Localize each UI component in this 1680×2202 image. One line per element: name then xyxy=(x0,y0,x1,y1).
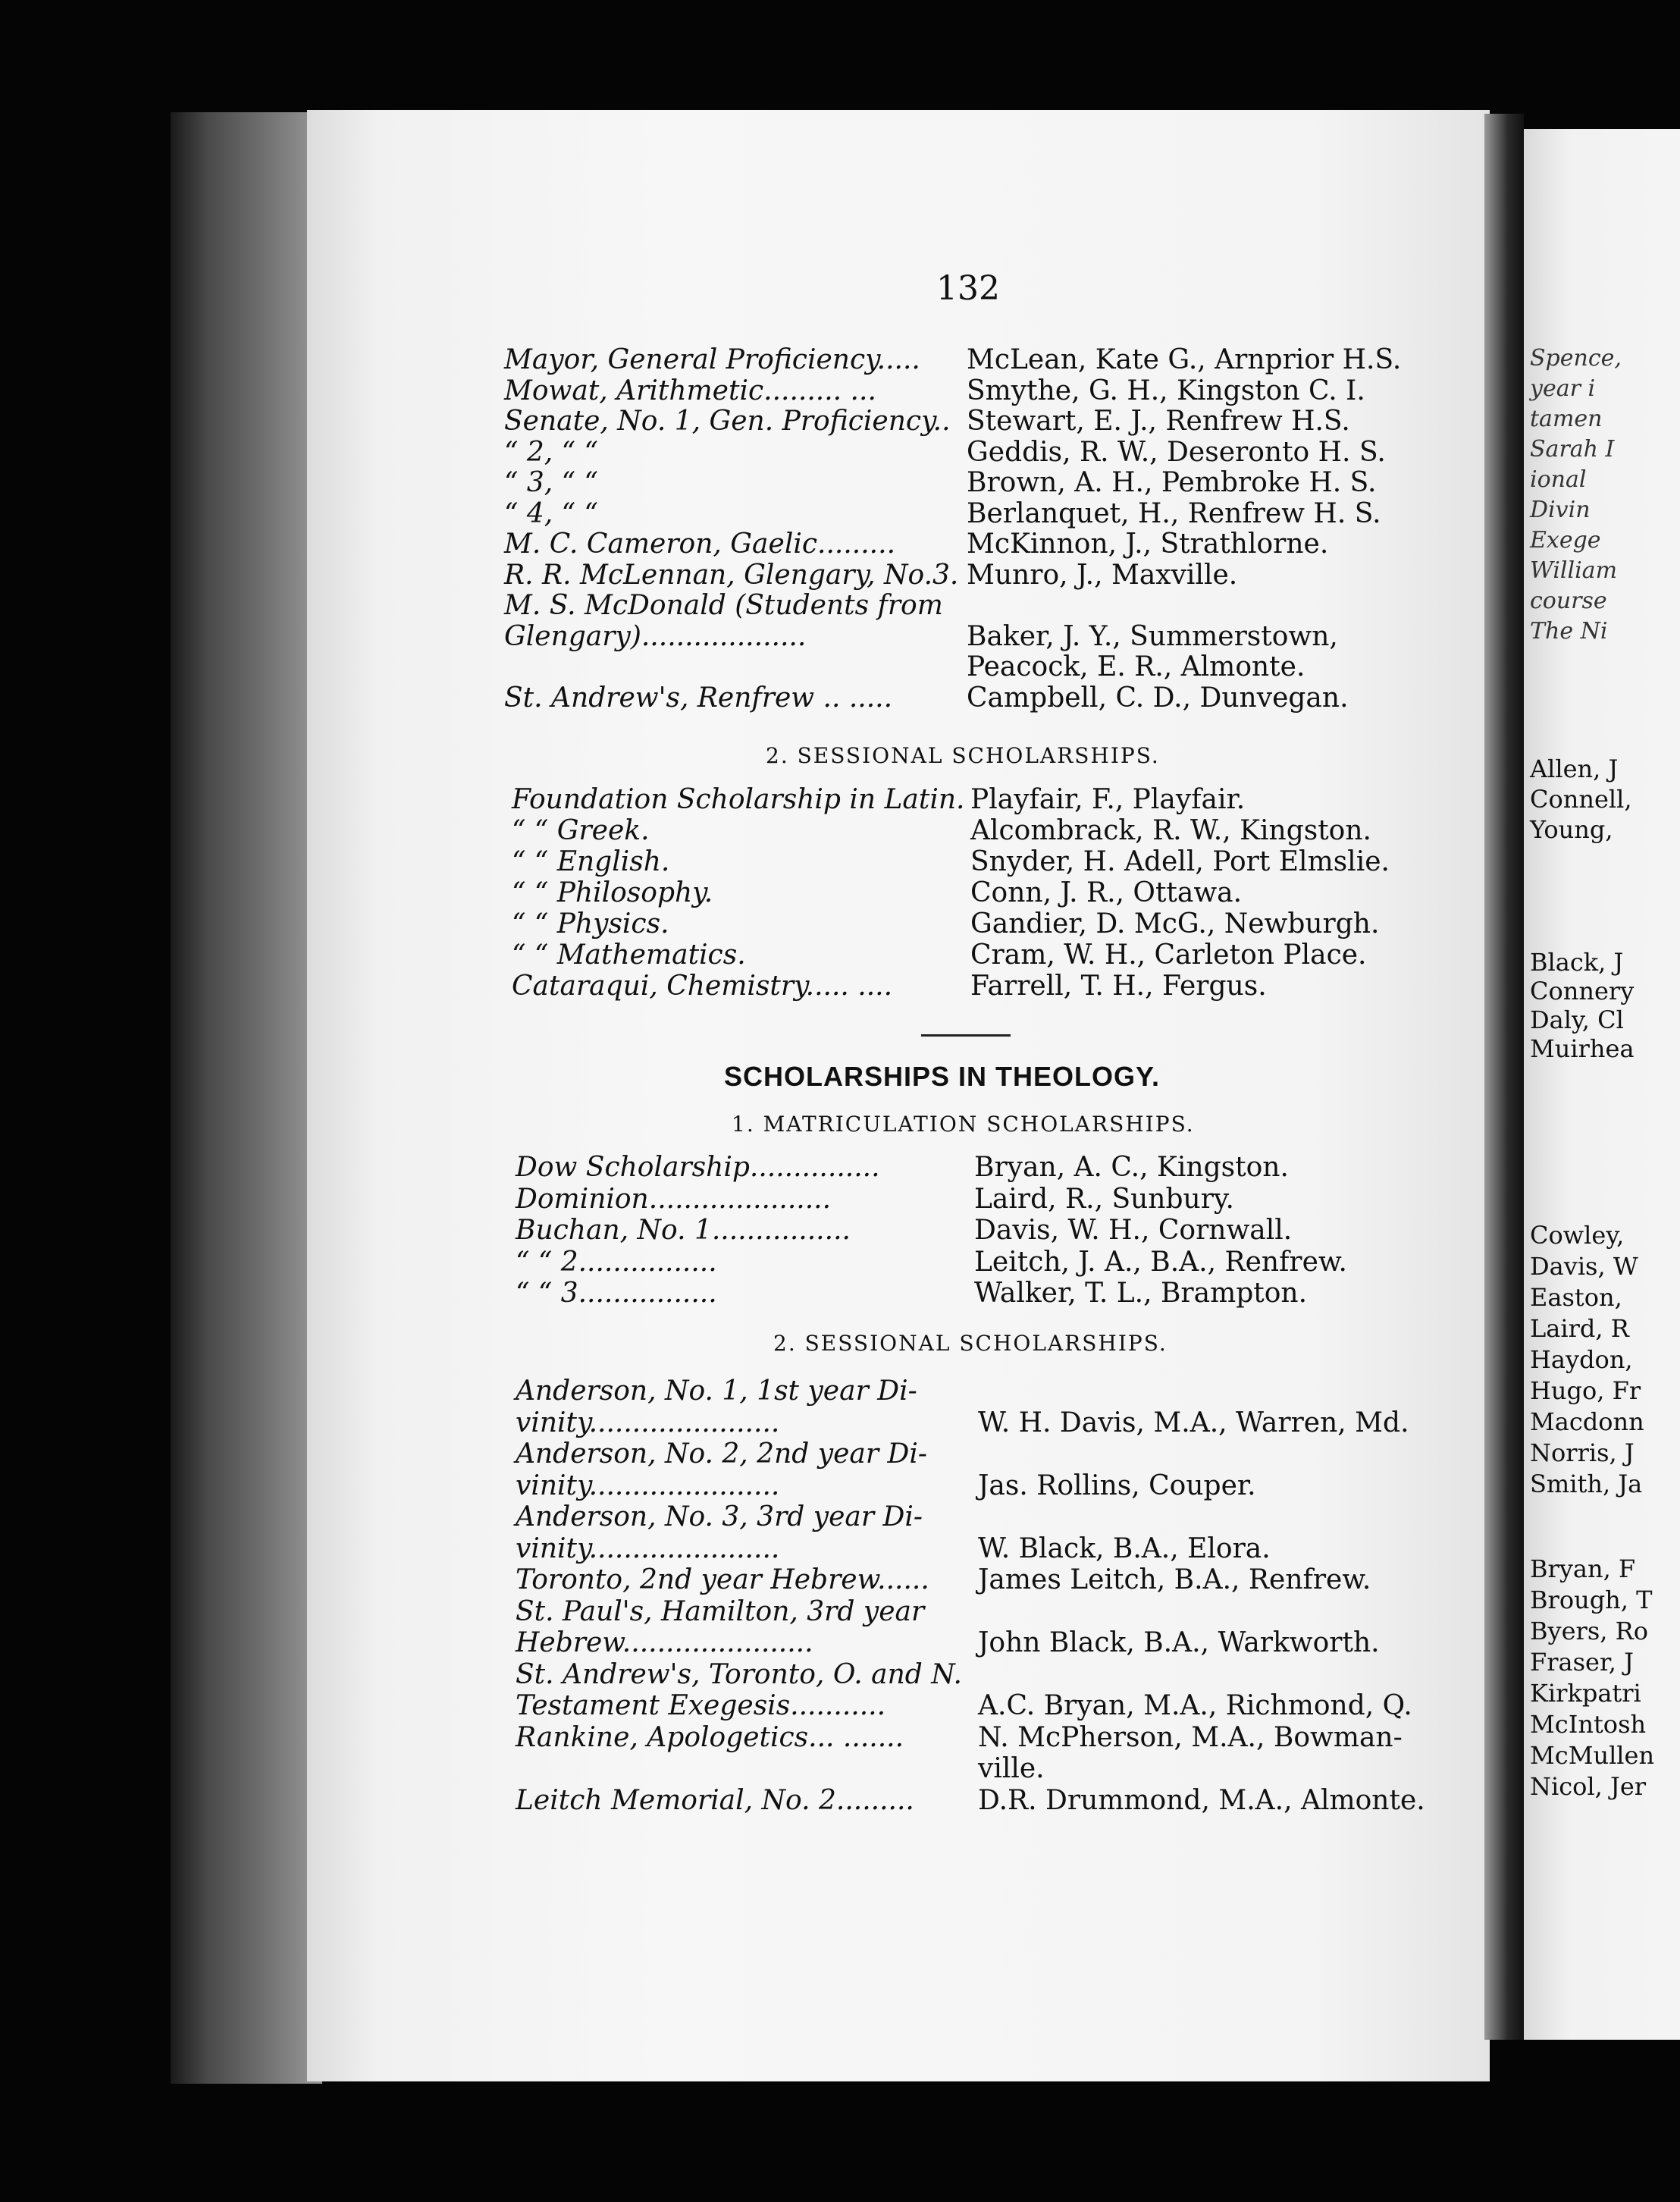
entry-recipient: Playfair, F., Playfair. xyxy=(970,784,1246,815)
entry-recipient: McKinnon, J., Strathlorne. xyxy=(967,529,1329,560)
right-page-text: Norris, J xyxy=(1530,1438,1635,1467)
entry-recipient: Brown, A. H., Pembroke H. S. xyxy=(967,467,1377,498)
right-page-text: Kirkpatri xyxy=(1530,1679,1641,1708)
right-page-text: Exege xyxy=(1530,527,1601,554)
entry-recipient: Snyder, H. Adell, Port Elmslie. xyxy=(970,846,1390,877)
entry-scholarship: Buchan, No. 1................ xyxy=(516,1215,851,1246)
entry-scholarship: “ “ Mathematics. xyxy=(512,939,746,971)
entry-recipient: Peacock, E. R., Almonte. xyxy=(967,651,1305,682)
right-page-text: McMullen xyxy=(1530,1741,1655,1770)
entry-recipient: ville. xyxy=(978,1753,1045,1784)
right-page-text: Divin xyxy=(1530,497,1591,523)
right-page-text: Daly, Cl xyxy=(1530,1005,1624,1034)
entry-scholarship: “ “ 3................ xyxy=(516,1278,717,1309)
entry-scholarship: Rankine, Apologetics... ....... xyxy=(516,1721,904,1753)
entry-scholarship: Mowat, Arithmetic......... ... xyxy=(504,375,876,406)
entry-scholarship: vinity...................... xyxy=(516,1532,780,1564)
entry-recipient: Laird, R., Sunbury. xyxy=(974,1183,1234,1215)
right-page-text: Cowley, xyxy=(1530,1221,1625,1250)
right-page-text: Smith, Ja xyxy=(1530,1470,1643,1498)
entry-scholarship: Senate, No. 1, Gen. Proficiency.. xyxy=(504,406,951,437)
right-page-text: Easton, xyxy=(1530,1283,1622,1312)
right-page-text: Connell, xyxy=(1530,785,1632,814)
entry-scholarship: St. Paul's, Hamilton, 3rd year xyxy=(516,1595,925,1627)
right-page-text: Laird, R xyxy=(1530,1314,1629,1343)
right-page-text: McIntosh xyxy=(1530,1710,1647,1739)
page-number: 132 xyxy=(936,269,1000,308)
entry-scholarship: “ 3, “ “ xyxy=(504,467,598,498)
entry-recipient: Cram, W. H., Carleton Place. xyxy=(970,939,1367,971)
entry-scholarship: Dow Scholarship............... xyxy=(516,1152,880,1183)
entry-recipient: N. McPherson, M.A., Bowman- xyxy=(978,1721,1403,1753)
entry-scholarship: Cataraqui, Chemistry..... .... xyxy=(512,971,893,1002)
entry-scholarship: “ 2, “ “ xyxy=(504,436,598,468)
entry-scholarship: Dominion..................... xyxy=(516,1183,832,1215)
right-page-text: The Ni xyxy=(1530,618,1608,645)
entry-recipient: Jas. Rollins, Couper. xyxy=(978,1470,1256,1501)
right-page-text: Young, xyxy=(1530,815,1613,844)
right-page-text: Black, J xyxy=(1530,948,1624,977)
entry-scholarship: Testament Exegesis........... xyxy=(516,1690,886,1721)
entry-recipient: Campbell, C. D., Dunvegan. xyxy=(967,682,1349,714)
entry-recipient: Leitch, J. A., B.A., Renfrew. xyxy=(974,1246,1347,1278)
entry-scholarship: “ 4, “ “ xyxy=(504,497,598,529)
right-page-text: Davis, W xyxy=(1530,1252,1638,1281)
entry-scholarship: M. C. Cameron, Gaelic......... xyxy=(504,529,896,560)
entry-scholarship: Anderson, No. 2, 2nd year Di- xyxy=(516,1438,928,1470)
right-page-text: Hugo, Fr xyxy=(1530,1376,1641,1405)
entry-scholarship: St. Andrew's, Renfrew .. ..... xyxy=(504,682,893,714)
entry-scholarship: Foundation Scholarship in Latin. xyxy=(512,784,965,815)
entry-recipient: Farrell, T. H., Fergus. xyxy=(970,971,1267,1002)
right-page-text: Brough, T xyxy=(1530,1586,1653,1614)
entry-recipient: James Leitch, B.A., Renfrew. xyxy=(978,1564,1371,1595)
right-page-text: Connery xyxy=(1530,977,1635,1005)
entry-recipient: Conn, J. R., Ottawa. xyxy=(970,877,1243,908)
book-page-edge xyxy=(171,112,322,2084)
entry-recipient: Berlanquet, H., Renfrew H. S. xyxy=(967,497,1381,529)
entry-scholarship: “ “ Physics. xyxy=(512,908,669,939)
right-page-fragment xyxy=(1524,129,1680,2040)
entry-recipient: Bryan, A. C., Kingston. xyxy=(974,1152,1289,1183)
right-page-text: Byers, Ro xyxy=(1530,1617,1648,1645)
right-page-text: tamen xyxy=(1530,406,1603,432)
section-heading: 1. MATRICULATION SCHOLARSHIPS. xyxy=(732,1112,1195,1137)
entry-scholarship: “ “ Philosophy. xyxy=(512,877,713,908)
entry-scholarship: Anderson, No. 1, 1st year Di- xyxy=(516,1375,917,1407)
book-gutter xyxy=(1484,114,1524,2040)
entry-scholarship: Hebrew...................... xyxy=(516,1627,813,1658)
right-page-text: Fraser, J xyxy=(1530,1648,1634,1677)
entry-recipient: John Black, B.A., Warkworth. xyxy=(978,1627,1380,1658)
entry-recipient: Gandier, D. McG., Newburgh. xyxy=(970,908,1380,939)
right-page-text: Haydon, xyxy=(1530,1345,1633,1374)
right-page-text: course xyxy=(1530,588,1607,614)
entry-scholarship: “ “ 2................ xyxy=(516,1246,717,1278)
entry-scholarship: R. R. McLennan, Glengary, No.3. xyxy=(504,559,959,591)
entry-scholarship: “ “ Greek. xyxy=(512,815,650,846)
entry-scholarship: St. Andrew's, Toronto, O. and N. xyxy=(516,1658,962,1690)
entry-recipient: McLean, Kate G., Arnprior H.S. xyxy=(967,344,1402,375)
section-heading: 2. SESSIONAL SCHOLARSHIPS. xyxy=(766,743,1160,768)
entry-recipient: D.R. Drummond, M.A., Almonte. xyxy=(978,1784,1425,1816)
entry-recipient: W. Black, B.A., Elora. xyxy=(978,1532,1271,1564)
entry-recipient: Smythe, G. H., Kingston C. I. xyxy=(967,375,1365,406)
entry-scholarship: M. S. McDonald (Students from xyxy=(504,590,943,621)
right-page-text: ional xyxy=(1530,466,1587,493)
right-page-text: year i xyxy=(1530,375,1596,402)
right-page-text: Nicol, Jer xyxy=(1530,1772,1647,1801)
entry-scholarship: Leitch Memorial, No. 2......... xyxy=(516,1784,914,1816)
entry-recipient: Munro, J., Maxville. xyxy=(967,559,1238,591)
right-page-text: Macdonn xyxy=(1530,1407,1644,1436)
section-divider xyxy=(921,1034,1011,1037)
entry-recipient: Walker, T. L., Brampton. xyxy=(974,1278,1308,1309)
entry-scholarship: Toronto, 2nd year Hebrew...... xyxy=(516,1564,929,1595)
right-page-text: William xyxy=(1530,557,1618,584)
entry-scholarship: vinity...................... xyxy=(516,1407,780,1438)
entry-scholarship: Anderson, No. 3, 3rd year Di- xyxy=(516,1501,923,1532)
entry-scholarship: “ “ English. xyxy=(512,846,670,877)
entry-scholarship: vinity...................... xyxy=(516,1470,780,1501)
right-page-text: Muirhea xyxy=(1530,1034,1635,1063)
right-page-text: Spence, xyxy=(1530,345,1622,372)
main-heading: SCHOLARSHIPS IN THEOLOGY. xyxy=(724,1061,1161,1092)
right-page-text: Bryan, F xyxy=(1530,1554,1636,1583)
entry-recipient: Geddis, R. W., Deseronto H. S. xyxy=(967,436,1386,468)
right-page-text: Allen, J xyxy=(1530,754,1619,783)
entry-recipient: Alcombrack, R. W., Kingston. xyxy=(970,815,1371,846)
entry-recipient: W. H. Davis, M.A., Warren, Md. xyxy=(978,1407,1409,1438)
entry-recipient: Baker, J. Y., Summerstown, xyxy=(967,620,1338,652)
section-heading: 2. SESSIONAL SCHOLARSHIPS. xyxy=(773,1331,1168,1356)
entry-recipient: Stewart, E. J., Renfrew H.S. xyxy=(967,406,1350,437)
entry-recipient: Davis, W. H., Cornwall. xyxy=(974,1215,1293,1246)
entry-scholarship: Glengary)................... xyxy=(504,620,807,652)
right-page-text: Sarah I xyxy=(1530,436,1615,463)
entry-recipient: A.C. Bryan, M.A., Richmond, Q. xyxy=(978,1690,1412,1721)
entry-scholarship: Mayor, General Proficiency..... xyxy=(504,344,920,375)
